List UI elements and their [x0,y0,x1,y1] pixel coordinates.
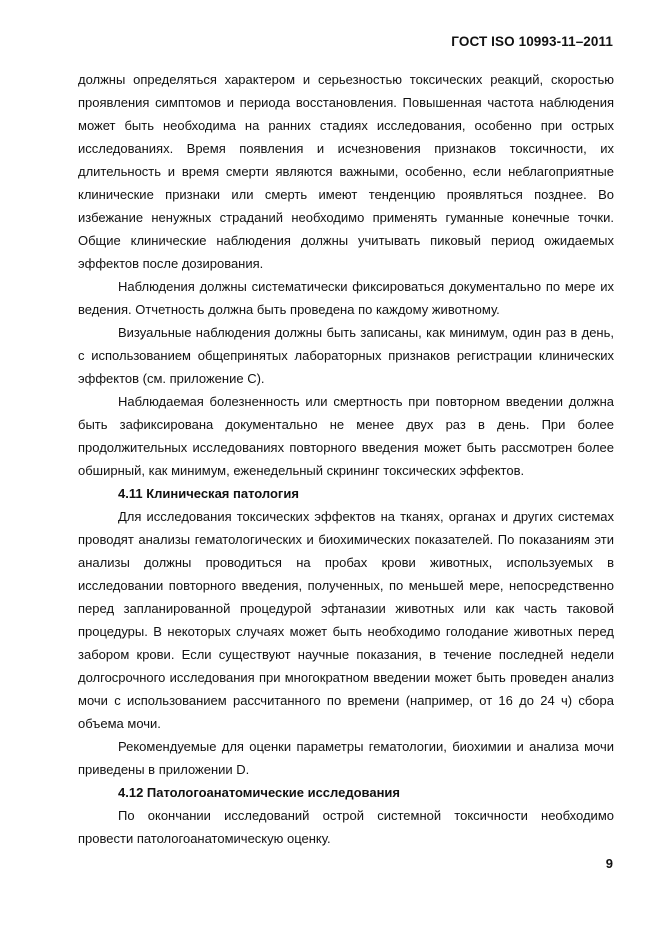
section-heading-pathoanatomical: 4.12 Патологоанатомические исследования [118,785,401,800]
section-heading-clinical-pathology: 4.11 Клиническая патология [118,486,299,501]
document-standard-code: ГОСТ ISO 10993-11–2011 [451,34,613,49]
paragraph-documentation: Наблюдения должны систематически фиксироваться документально по мере их ведения. Отчетность должна быть проведена по каждому животному. [78,279,614,317]
paragraph-pathoanatomical-evaluation: По окончании исследований острой системной токсичности необходимо провести патологоанатомическую оценку. [78,808,614,846]
paragraph-clinical-pathology-analyses: Для исследования токсических эффектов на тканях, органах и других системах проводят анализы гематологических и биохимических показателей. По показаниям эти анализы должны проводиться на пробах крови животных, используемых в исследовании повторного введения, полученных, по меньшей мере, непосредственно перед запланированной процедурой эфтаназии животных или как часть таковой процедуры. В некоторых случаях может быть необходимо голодание животных перед забором крови. Если существуют научные показания, в течение последней недели долгосрочного исследования при многократном введении может быть проведен анализ мочи с использованием рассчитанного по времени (например, от 16 до 24 ч) сбора объема мочи. [78,509,614,731]
paragraph-continued: должны определяться характером и серьезностью токсических реакций, скоростью проявления симптомов и периода восстановления. Повышенная частота наблюдения может быть необходима на ранних стадиях исследования, особенно при острых исследованиях. Время появления и исчезновения признаков токсичности, их длительность и время смерти являются важными, особенно, если неблагоприятные клинические признаки или смерть имеют тенденцию проявляться позднее. Во избежание ненужных страданий необходимо применять гуманные конечные точки. Общие клинические наблюдения должны учитывать пиковый период ожидаемых эффектов после дозирования. [78,72,614,271]
paragraph-visual-observations: Визуальные наблюдения должны быть записаны, как минимум, один раз в день, с использованием общепринятых лабораторных признаков регистрации клинических эффектов (см. приложение С). [78,325,614,386]
page-number: 9 [605,856,613,871]
page-body [78,68,614,850]
paragraph-clinical-pathology-parameters: Рекомендуемые для оценки параметры гематологии, биохимии и анализа мочи приведены в приложении D. [78,739,614,777]
paragraph-morbidity-mortality: Наблюдаемая болезненность или смертность при повторном введении должна быть зафиксирована документально не менее двух раз в день. При более продолжительных исследованиях повторного введения может быть рассмотрен более обширный, как минимум, еженедельный скрининг токсических эффектов. [78,394,614,478]
